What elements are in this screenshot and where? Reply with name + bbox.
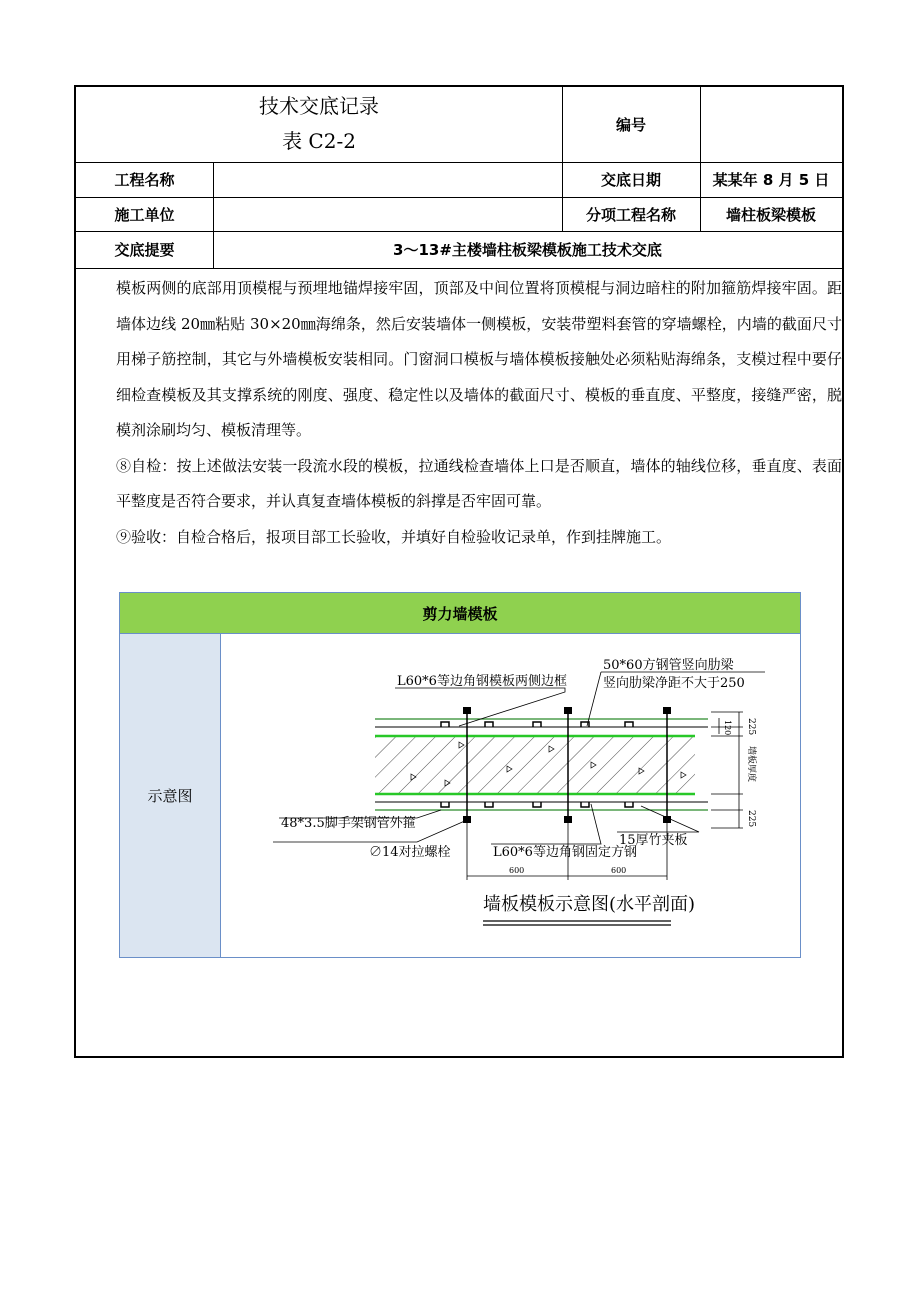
label-angle-frame: L60*6等边角钢模板两侧边框	[397, 674, 567, 689]
body-paragraph-2: ⑧自检：按上述做法安装一段流水段的模板，拉通线检查墙体上口是否顺直，墙体的轴线位移，垂直度、表面平整度是否符合要求，并认真复查墙体模板的斜撑是否牢固可靠。	[116, 456, 842, 510]
number-label: 编号	[615, 116, 646, 134]
project-name-value	[213, 162, 562, 197]
sub-project-label: 分项工程名称	[585, 205, 676, 224]
body-text	[116, 271, 842, 555]
dim-120: 120	[723, 720, 732, 736]
sub-project-value: 墙柱板梁模板	[725, 205, 816, 224]
figure-box	[119, 592, 801, 958]
form-code: 表 C2-2	[282, 129, 356, 153]
dim-600-b: 600	[611, 866, 627, 875]
body-paragraph-3: ⑨验收：自检合格后，报项目部工长验收，并填好自检验收记录单，作到挂牌施工。	[116, 527, 672, 546]
date-label: 交底日期	[600, 171, 661, 189]
label-bolt: ∅14对拉螺栓	[369, 845, 451, 860]
dim-600-a: 600	[509, 866, 525, 875]
label-angle-fix: L60*6等边角钢固定方钢	[493, 845, 637, 860]
dim-225-top: 225	[746, 718, 756, 736]
label-steel-tube-2: 竖向肋梁净距不大于250	[603, 676, 745, 691]
figure-heading: 剪力墙模板	[120, 593, 800, 634]
label-scaffold: 48*3.5脚手架钢管外箍	[281, 816, 416, 831]
date-value: 某某年 8 月 5 日	[712, 171, 830, 189]
dim-wall-thickness: 墙板厚度	[746, 746, 756, 783]
summary-value: 3～13#主楼墙柱板梁模板施工技术交底	[393, 241, 662, 259]
unit-label: 施工单位	[114, 205, 175, 224]
label-bamboo: 15厚竹夹板	[619, 833, 688, 848]
summary-label: 交底提要	[114, 241, 175, 259]
dim-225-bottom: 225	[746, 810, 756, 828]
diagram-caption: 墙板模板示意图(水平剖面)	[483, 894, 696, 915]
unit-value	[213, 197, 562, 231]
number-value	[700, 87, 842, 162]
figure-side-label: 示意图	[120, 634, 221, 957]
wall-formwork-diagram	[221, 634, 799, 957]
document-title: 技术交底记录	[259, 94, 379, 118]
body-paragraph-1: 模板两侧的底部用顶模棍与预埋地锚焊接牢固，顶部及中间位置将顶模棍与洞边暗柱的附加箍筋焊接牢固。距墙体边线 20㎜粘贴 30×20㎜海绵条，然后安装墙体一侧模板，安装带塑料套管的穿墙螺栓，内墙的截面尺寸用梯子筋控制，其它与外墙模板安装相同。门窗洞口模板与墙体模板接触处必须粘贴海绵条，支模过程中要仔细检查模板及其支撑系统的刚度、强度、稳定性以及墙体的截面尺寸、模板的垂直度、平整度，接缝严密，脱模剂涂刷均匀、模板清理等。	[116, 279, 842, 439]
label-steel-tube-1: 50*60方钢管竖向肋梁	[603, 658, 734, 673]
project-name-label: 工程名称	[114, 171, 175, 189]
